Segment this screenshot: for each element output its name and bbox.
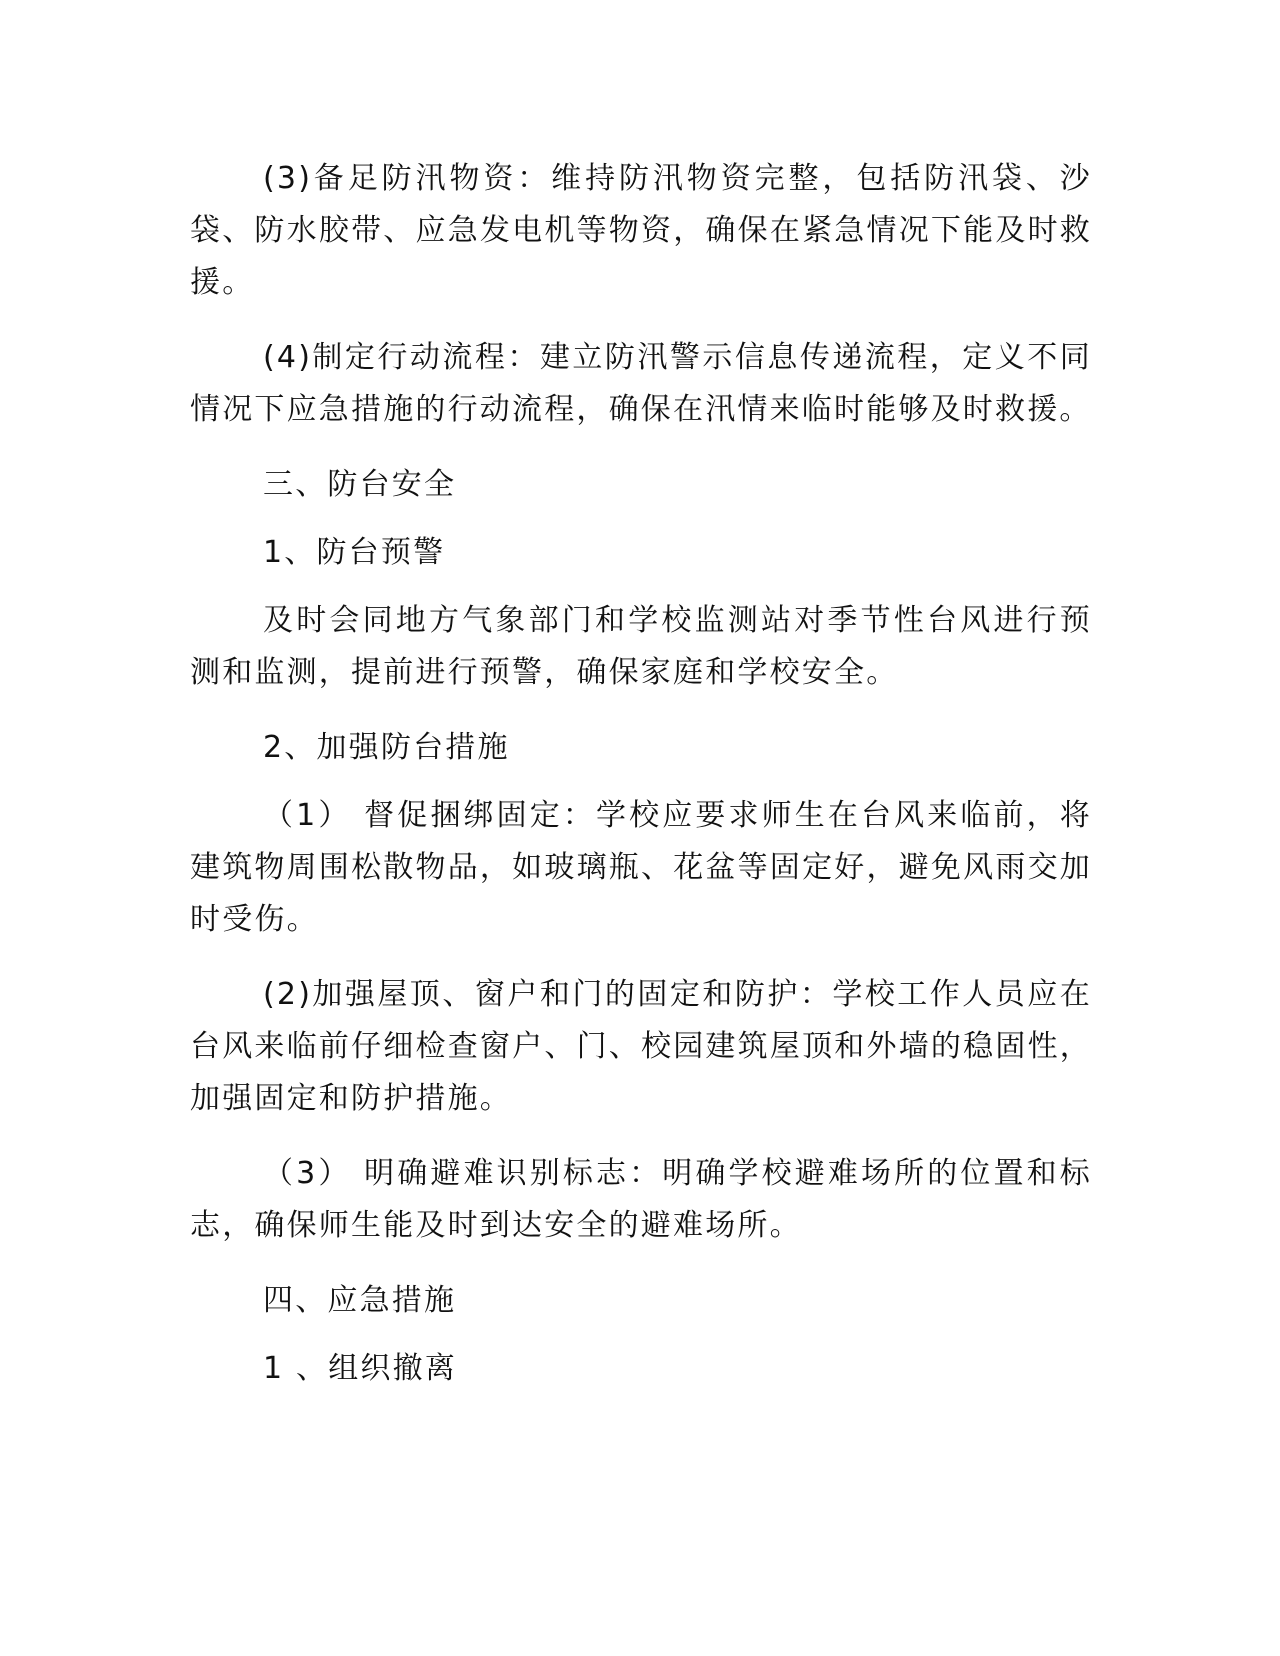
subheading-typhoon-measures: 2、加强防台措施 — [263, 730, 510, 765]
section-heading-typhoon-safety: 三、防台安全 — [263, 467, 457, 502]
paragraph-secure-objects: （1） 督促捆绑固定：学校应要求师生在台风来临前，将建筑物周围松散物品，如玻璃瓶、花盆等固定好，避免风雨交加时受伤。 — [190, 798, 1092, 937]
paragraph-typhoon-monitoring: 及时会同地方气象部门和学校监测站对季节性台风进行预测和监测，提前进行预警，确保家庭和学校安全。 — [190, 603, 1092, 690]
paragraph-shelter-signs: （3） 明确避难识别标志：明确学校避难场所的位置和标志，确保师生能及时到达安全的避难场所。 — [190, 1156, 1092, 1243]
paragraph-flood-supplies: (3)备足防汛物资：维持防汛物资完整，包括防汛袋、沙袋、防水胶带、应急发电机等物资，确保在紧急情况下能及时救援。 — [190, 161, 1092, 300]
subheading-typhoon-warning: 1、防台预警 — [263, 535, 446, 570]
paragraph-roof-window-door: (2)加强屋顶、窗户和门的固定和防护：学校工作人员应在台风来临前仔细检查窗户、门、校园建筑屋顶和外墙的稳固性，加强固定和防护措施。 — [190, 977, 1092, 1116]
subheading-organize-evacuation: 1 、组织撤离 — [263, 1351, 458, 1386]
paragraph-action-process: (4)制定行动流程：建立防汛警示信息传递流程，定义不同情况下应急措施的行动流程，确保在汛情来临时能够及时救援。 — [190, 340, 1092, 427]
section-heading-emergency-measures: 四、应急措施 — [263, 1283, 457, 1318]
document-body — [190, 153, 1092, 1411]
